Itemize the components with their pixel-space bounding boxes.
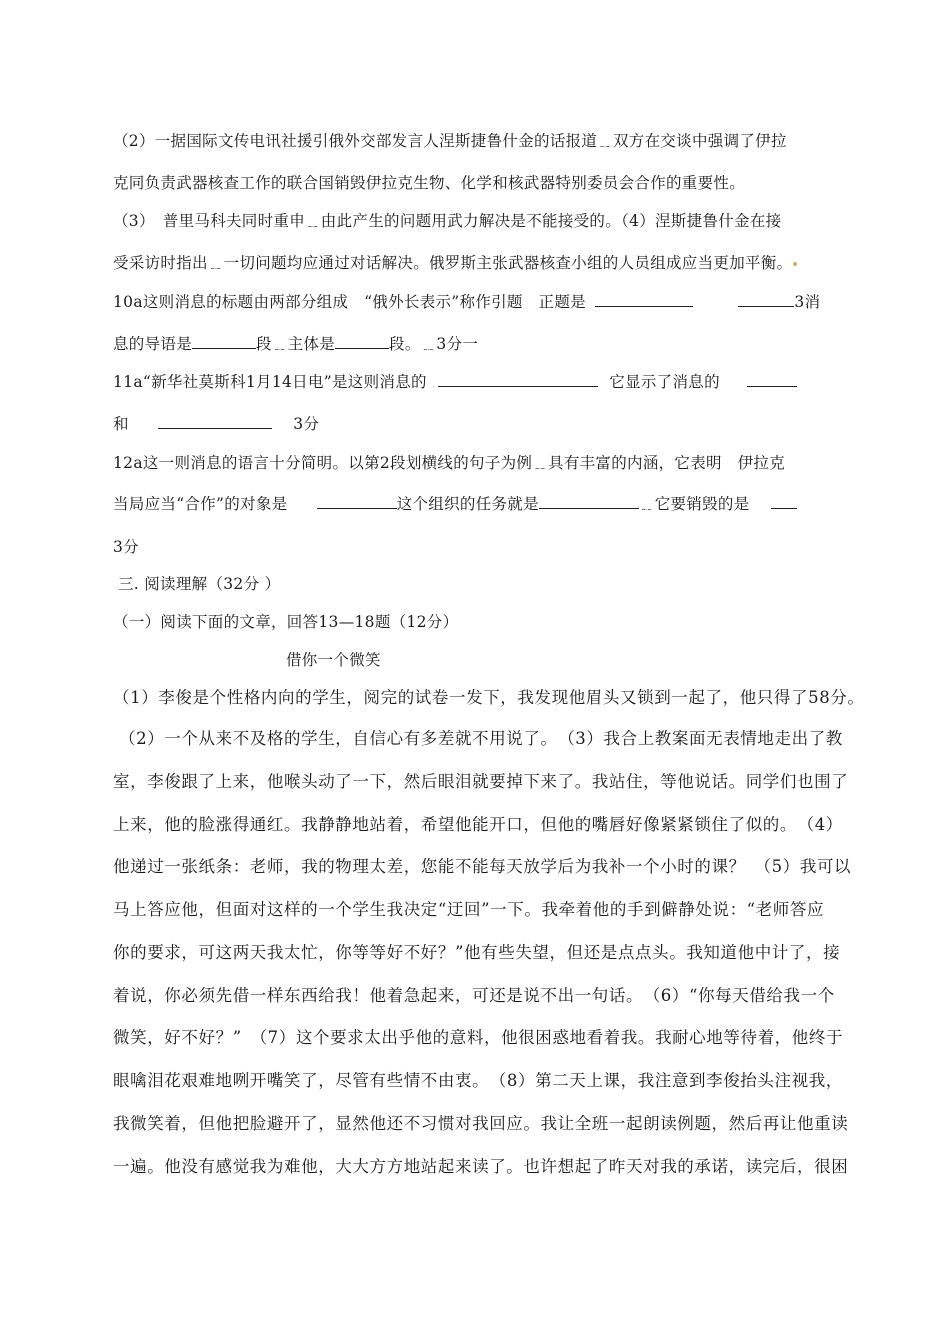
- section-heading: 三. 阅读理解（32分 ）: [118, 575, 281, 593]
- question-11-text: 11a“新华社莫斯科1月14日电”是这则消息的: [113, 373, 427, 391]
- line-text: 段﹎主体是: [256, 335, 336, 353]
- line-text: 当局应当“合作”的对象是: [113, 495, 288, 513]
- answer-blank[interactable]: [747, 372, 797, 387]
- line-text: 受采访时指出﹎一切问题均应通过对话解决。俄罗斯主张武器核查小组的人员组成应当更加平衡。: [113, 254, 793, 272]
- article-line: （1）李俊是个性格内向的学生，阅完的试卷一发下，我发现他眉头又锁到一起了，他只得了58分。: [113, 688, 865, 707]
- paragraph-line: （2）一据国际文传电讯社援引俄外交部发言人涅斯捷鲁什金的话报道﹎双方在交谈中强调了伊拉: [113, 132, 787, 150]
- article-line: 眼噙泪花艰难地咧开嘴笑了，尽管有些情不由衷。 （8）第二天上课，我注意到李俊抬头注视我，: [113, 1071, 843, 1090]
- answer-blank[interactable]: [738, 292, 794, 307]
- article-line: 一遍。他没有感觉我为难他，大大方方地站起来读了。也许想起了昨天对我的承诺，读完后，很困: [113, 1157, 849, 1176]
- line-text: 这个组织的任务就是: [396, 495, 539, 513]
- answer-blank[interactable]: [438, 372, 598, 387]
- article-line: 你的要求，可这两天我太忙，你等等好不好？”他有些失望，但还是点点头。我知道他中计了，接: [113, 943, 841, 962]
- article-line: 我微笑着，但他把脸避开了，显然他还不习惯对我回应。我让全班一起朗读例题，然后再让他重读: [113, 1114, 849, 1133]
- line-text: 它显示了消息的: [609, 373, 720, 391]
- line-text: ﹎它要销毁的是: [638, 495, 750, 513]
- question-10-suffix: 3消: [794, 293, 821, 311]
- line-text: 和: [113, 415, 129, 433]
- article-line: 他递过一张纸条：老师，我的物理太差，您能不能每天放学后为我补一个小时的课？ （5）我可以: [113, 857, 852, 876]
- question-12-line: 12a这一则消息的语言十分简明。以第2段划横线的句子为例﹎具有丰富的内涵，它表明 伊拉克: [113, 454, 786, 472]
- answer-blank[interactable]: [192, 334, 256, 349]
- question-11-cont: [113, 414, 319, 434]
- question-12-cont: [113, 494, 797, 514]
- answer-blank[interactable]: [158, 414, 272, 429]
- score-line: 3分: [113, 538, 139, 556]
- question-10-text: 10a这则消息的标题由两部分组成 “俄外长表示”称作引题 正题是: [113, 293, 586, 311]
- mark-dot-icon: [793, 262, 797, 266]
- subsection-heading: （一）阅读下面的文章，回答13—18题（12分）: [113, 613, 459, 631]
- question-10-cont: [113, 334, 478, 354]
- line-text: 3分: [293, 415, 320, 433]
- paragraph-line: [113, 253, 797, 273]
- answer-blank[interactable]: [317, 494, 397, 509]
- question-10-line: [113, 292, 820, 312]
- question-11-line: [113, 372, 797, 392]
- article-line: 马上答应他，但面对这样的一个学生我决定“迂回”一下。我牵着他的手到僻静处说：“老师答应: [113, 900, 825, 919]
- answer-blank[interactable]: [539, 494, 639, 509]
- line-text: 段。﹎3分一: [389, 335, 479, 353]
- answer-blank[interactable]: [771, 494, 797, 509]
- article-title: 借你一个微笑: [286, 651, 381, 669]
- paragraph-line: （3） 普里马科夫同时重申﹎由此产生的问题用武力解决是不能接受的。（4）涅斯捷鲁什金在接: [113, 212, 782, 230]
- article-line: 着说，你必须先借一样东西给我！他着急起来，可还是说不出一句话。 （6）“你每天借给我一个: [113, 986, 835, 1005]
- article-line: 上来，他的脸涨得通红。我静静地站着，希望他能开口，但他的嘴唇好像紧紧锁住了似的。 （4）: [113, 815, 843, 834]
- paragraph-line: 克同负责武器核查工作的联合国销毁伊拉克生物、化学和核武器特别委员会合作的重要性。: [113, 174, 746, 192]
- article-line: 微笑，好不好？” （7）这个要求太出乎他的意料，他很困惑地看着我。我耐心地等待着，他终于: [113, 1028, 844, 1047]
- article-line: （2）一个从来不及格的学生，自信心有多差就不用说了。 （3）我合上教案面无表情地走出了教: [119, 729, 843, 748]
- answer-blank[interactable]: [335, 334, 389, 349]
- answer-blank[interactable]: [595, 292, 693, 307]
- line-text: 息的导语是: [113, 335, 193, 353]
- article-line: 室，李俊跟了上来，他喉头动了一下，然后眼泪就要掉下来了。我站住，等他说话。同学们也围了: [113, 772, 849, 791]
